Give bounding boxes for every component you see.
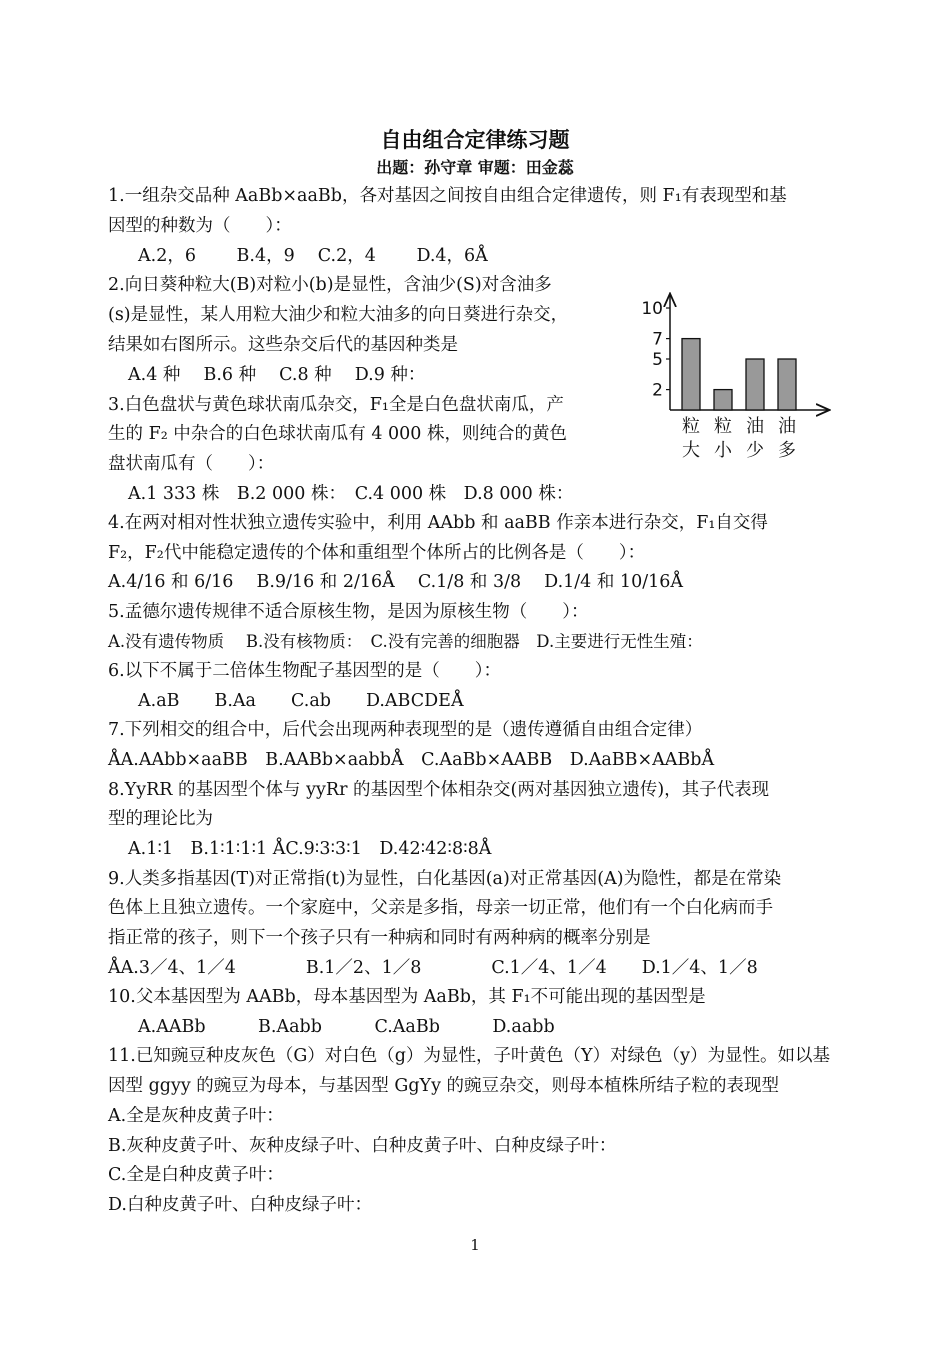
q4-line1: 4.在两对相对性状独立遗传实验中，利用 AAbb 和 aaBB 作亲本进行杂交，F₁自交得 <box>108 513 768 533</box>
q5-options: A.没有遗传物质 B.没有核物质： C.没有完善的细胞器 D.主要进行无性生殖： <box>108 632 703 651</box>
x-label-top: 粒 <box>682 416 700 437</box>
q9-line3: 指正常的孩子，则下一个孩子只有一种病和同时有两种病的概率分别是 <box>108 928 651 948</box>
q7-options: ÅA.AAbb×aaBB B.AABb×aabbÅ C.AaBb×AABB D.AaBB×AABbÅ <box>108 750 715 770</box>
q8-line1: 8.YyRR 的基因型个体与 yyRr 的基因型个体相杂交(两对基因独立遗传)，其子代表现 <box>108 780 770 800</box>
q5-line1: 5.孟德尔遗传规律不适合原核生物，是因为原核生物（ ）： <box>108 602 589 622</box>
q11-option-c: C.全是白种皮黄子叶： <box>108 1165 284 1185</box>
q10-options: A.AABb B.Aabb C.AaBb D.aabb <box>138 1017 555 1037</box>
q1-options: A.2，6 B.4，9 C.2，4 D.4，6Å <box>138 246 488 266</box>
q3-line2: 生的 F₂ 中杂合的白色球状南瓜有 4 000 株，则纯合的黄色 <box>108 424 568 444</box>
q4-line2: F₂，F₂代中能稳定遗传的个体和重组型个体所占的比例各是（ ）： <box>108 543 646 563</box>
document-title: 自由组合定律练习题 <box>380 128 570 152</box>
q3-line1: 3.白色盘状与黄色球状南瓜杂交，F₁全是白色盘状南瓜，产 <box>108 395 564 415</box>
q9-line2: 色体上且独立遗传。一个家庭中，父亲是多指，母亲一切正常，他们有一个白化病而手 <box>108 898 773 918</box>
y-tick-label: 7 <box>652 329 663 350</box>
q11-line2: 因型 ggyy 的豌豆为母本，与基因型 GgYy 的豌豆杂交，则母本植株所结子粒的表现型 <box>108 1076 780 1096</box>
q11-line1: 11.已知豌豆种皮灰色（G）对白色（g）为显性，子叶黄色（Y）对绿色（y）为显性。如以基 <box>108 1046 830 1066</box>
q2-line2: (s)是显性，某人用粒大油少和粒大油多的向日葵进行杂交， <box>108 305 569 325</box>
q11-option-a: A.全是灰种皮黄子叶： <box>108 1106 284 1126</box>
q6-line1: 6.以下不属于二倍体生物配子基因型的是（ ）： <box>108 661 501 681</box>
q10-line1: 10.父本基因型为 AABb，母本基因型为 AaBb，其 F₁不可能出现的基因型是 <box>108 987 706 1007</box>
x-label-top: 油 <box>778 416 796 437</box>
x-label-bottom: 大 <box>682 440 700 461</box>
q4-options: A.4/16 和 6/16 B.9/16 和 2/16Å C.1/8 和 3/8 D.1/4 和 10/16Å <box>108 572 684 592</box>
bar-油少 <box>746 359 764 410</box>
bar-油多 <box>778 359 796 410</box>
y-tick-label: 2 <box>652 380 663 401</box>
q2-line3: 结果如右图所示。这些杂交后代的基因种类是 <box>108 335 458 355</box>
q7-line1: 7.下列相交的组合中，后代会出现两种表现型的是（遗传遵循自由组合定律） <box>108 720 703 740</box>
x-label-top: 粒 <box>714 416 732 437</box>
q9-line1: 9.人类多指基因(T)对正常指(t)为显性，白化基因(a)对正常基因(A)为隐性，都是在常染 <box>108 869 782 889</box>
page-number: 1 <box>470 1236 480 1254</box>
q11-option-d: D.白种皮黄子叶、白种皮绿子叶： <box>108 1195 372 1215</box>
q8-options: A.1∶1 B.1∶1∶1∶1 ÅC.9∶3∶3∶1 D.42∶42∶8∶8Å <box>128 839 492 859</box>
document-subtitle: 出题：孙守章 审题：田金蕊 <box>376 158 574 177</box>
q2-options: A.4 种 B.6 种 C.8 种 D.9 种： <box>128 365 426 385</box>
q2-bar-chart <box>640 290 840 470</box>
q8-line2: 型的理论比为 <box>108 809 213 829</box>
bar-粒大 <box>682 339 700 410</box>
q2-line1: 2.向日葵种粒大(B)对粒小(b)是显性，含油少(S)对含油多 <box>108 275 552 295</box>
q3-options: A.1 333 株 B.2 000 株： C.4 000 株 D.8 000 株： <box>128 484 574 504</box>
q6-options: A.aB B.Aa C.ab D.ABCDEÅ <box>138 691 464 711</box>
x-label-bottom: 多 <box>778 440 796 461</box>
q11-option-b: B.灰种皮黄子叶、灰种皮绿子叶、白种皮黄子叶、白种皮绿子叶： <box>108 1136 617 1156</box>
x-label-bottom: 小 <box>714 440 732 461</box>
y-tick-label: 10 <box>641 299 663 319</box>
q3-line3: 盘状南瓜有（ ）： <box>108 454 275 474</box>
x-label-top: 油 <box>746 416 764 437</box>
bar-粒小 <box>714 390 732 410</box>
q1-line1: 1.一组杂交品种 AaBb×aaBb，各对基因之间按自由组合定律遗传，则 F₁有表现型和基 <box>108 186 787 206</box>
x-label-bottom: 少 <box>746 440 764 461</box>
y-tick-label: 5 <box>652 350 663 370</box>
q9-options: ÅA.3／4、1／4 B.1／2、1／8 C.1／4、1／4 D.1／4、1／8 <box>108 958 758 978</box>
q1-line2: 因型的种数为（ ）： <box>108 216 292 236</box>
